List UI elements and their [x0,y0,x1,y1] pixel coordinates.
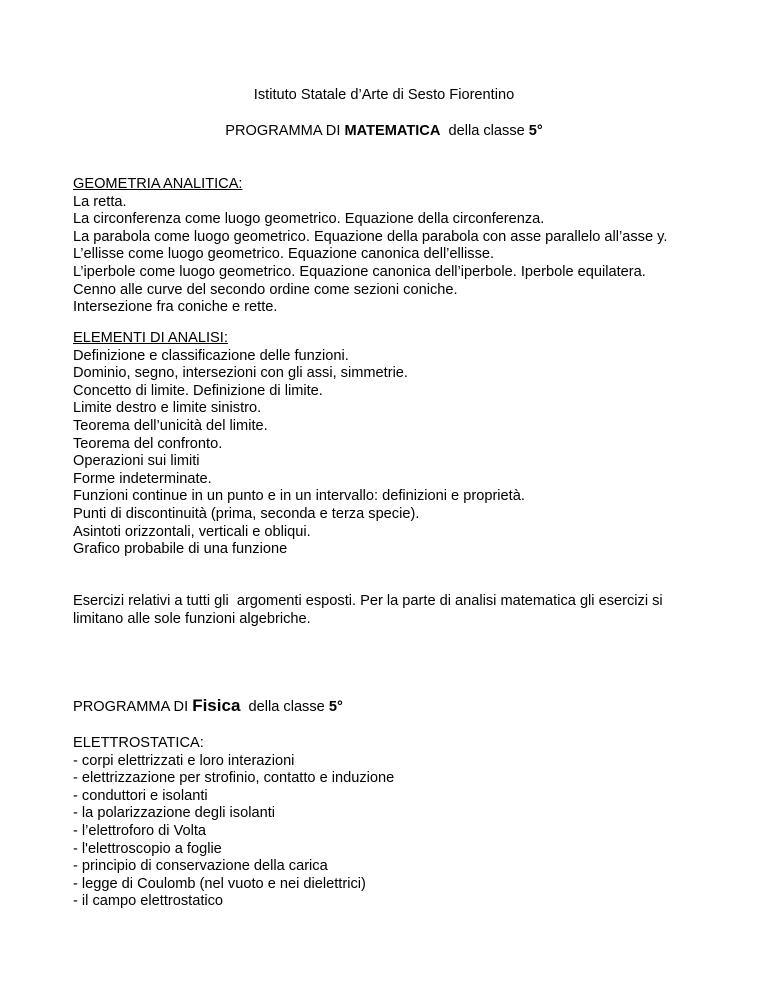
analisi-item: Forme indeterminate. [73,470,212,487]
elettrostatica-item: - l’elettroforo di Volta [73,822,207,839]
geometria-item: La parabola come luogo geometrico. Equazione della parabola con asse parallelo all’asse y. [73,228,668,245]
fisica-title-subject: Fisica [192,696,241,715]
elettrostatica-item: - legge di Coulomb (nel vuoto e nei dielettrici) [73,875,366,892]
elettrostatica-heading: ELETTROSTATICA: [73,735,204,751]
school-name [0,87,768,105]
analisi-item: Funzioni continue in un punto e in un intervallo: definizioni e proprietà. [73,488,525,505]
fisica-program-title [73,697,753,717]
math-program-title [0,123,768,141]
elettrostatica-item: - la polarizzazione degli isolanti [73,805,275,822]
math-title-subject: MATEMATICA [344,123,441,139]
math-title-mid: della classe [440,123,529,139]
analisi-item: Dominio, segno, intersezioni con gli assi, simmetrie. [73,365,408,382]
math-title-prefix: PROGRAMMA DI [225,123,345,139]
analisi-item: Concetto di limite. Definizione di limite. [73,382,323,399]
elettrostatica-section [73,735,753,911]
geometria-section [73,176,753,317]
analisi-section [73,330,753,559]
fisica-title-mid: della classe [240,699,329,715]
school-name-text: Istituto Statale d’Arte di Sesto Fiorentino [253,87,515,103]
elettrostatica-item: - l'elettroscopio a foglie [73,840,222,857]
geometria-item: La retta. [73,193,127,210]
esercizi-paragraph [73,593,753,628]
geometria-item: L’iperbole come luogo geometrico. Equazione canonica dell’iperbole. Iperbole equilatera. [73,263,646,280]
math-title-class: 5° [528,123,543,139]
geometria-heading: GEOMETRIA ANALITICA: [73,176,243,192]
analisi-item: Asintoti orizzontali, verticali e obliqui. [73,523,311,540]
geometria-item: L’ellisse come luogo geometrico. Equazione canonica dell’ellisse. [73,246,495,263]
analisi-item: Definizione e classificazione delle funzioni. [73,347,349,364]
elettrostatica-item: - il campo elettrostatico [73,893,224,910]
fisica-title-prefix: PROGRAMMA DI [73,699,193,715]
analisi-heading: ELEMENTI DI ANALISI: [73,330,228,346]
geometria-item: Cenno alle curve del secondo ordine come sezioni coniche. [73,281,458,298]
esercizi-line: limitano alle sole funzioni algebriche. [73,610,311,627]
analisi-item: Teorema dell’unicità del limite. [73,417,268,434]
analisi-item: Teorema del confronto. [73,435,223,452]
elettrostatica-item: - elettrizzazione per strofinio, contatto e induzione [73,770,395,787]
analisi-item: Operazioni sui limiti [73,453,200,470]
elettrostatica-item: - conduttori e isolanti [73,787,208,804]
analisi-item: Grafico probabile di una funzione [73,541,288,558]
elettrostatica-item: - corpi elettrizzati e loro interazioni [73,752,295,769]
elettrostatica-item: - principio di conservazione della carica [73,858,328,875]
geometria-item: Intersezione fra coniche e rette. [73,299,278,316]
geometria-item: La circonferenza come luogo geometrico. Equazione della circonferenza. [73,211,545,228]
analisi-item: Punti di discontinuità (prima, seconda e terza specie). [73,505,420,522]
analisi-item: Limite destro e limite sinistro. [73,400,262,417]
esercizi-line: Esercizi relativi a tutti gli argomenti esposti. Per la parte di analisi matematica gli esercizi si [73,593,663,609]
fisica-title-class: 5° [328,699,343,715]
